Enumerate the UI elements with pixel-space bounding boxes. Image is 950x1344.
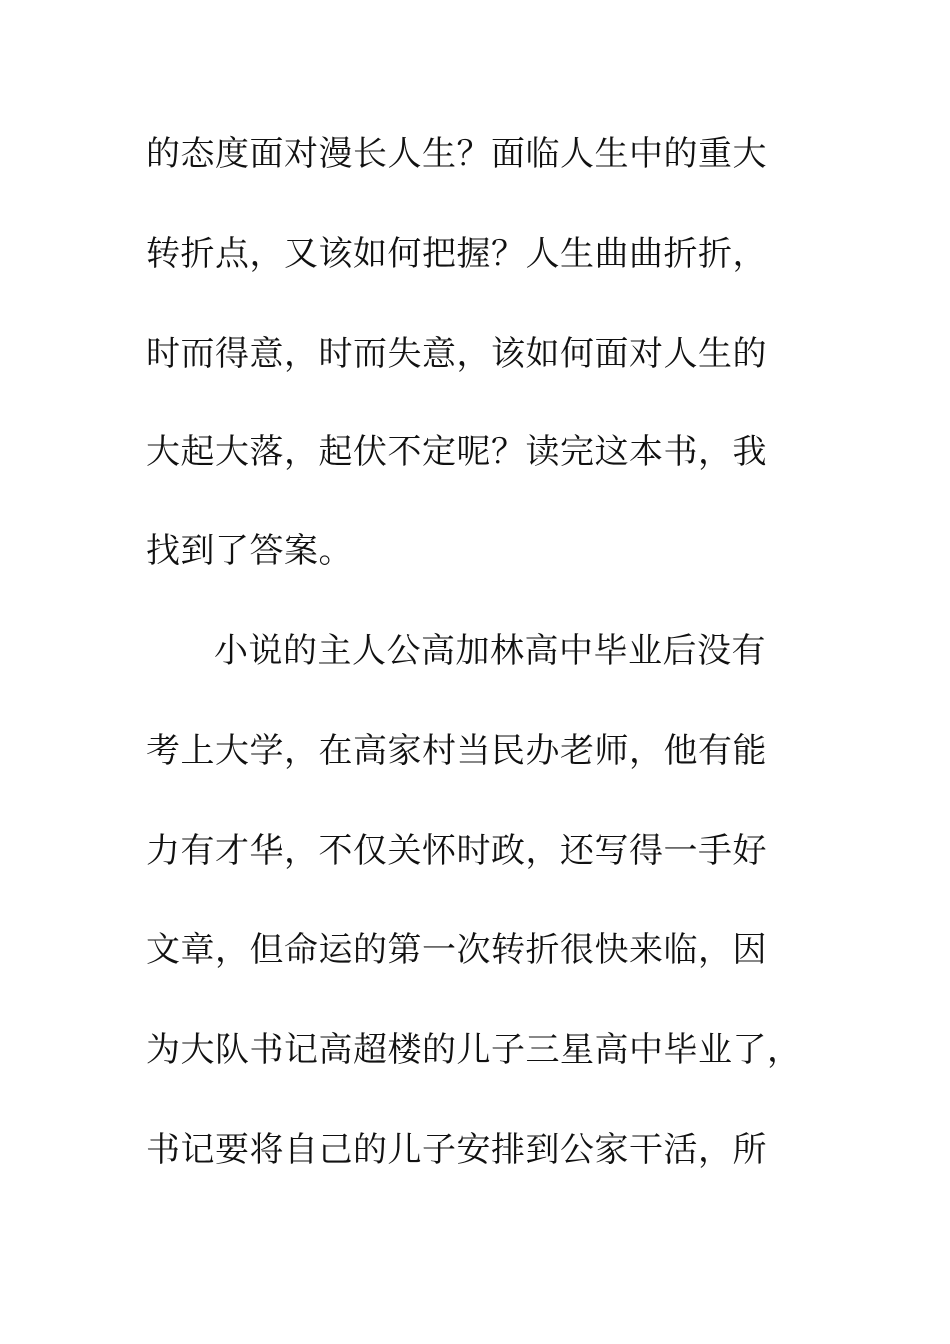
text-line-4: 大起大落，起伏不定呢？读完这本书，我 xyxy=(146,432,767,472)
text-line-5: 找到了答案。 xyxy=(146,531,353,571)
text-line-11: 书记要将自己的儿子安排到公家干活，所 xyxy=(146,1130,767,1170)
text-line-8: 力有才华，不仅关怀时政，还写得一手好 xyxy=(146,831,767,871)
paragraph-indent-line: 小说的主人公高加林高中毕业后没有 xyxy=(214,631,766,671)
text-line-2: 转折点，又该如何把握？人生曲曲折折， xyxy=(146,234,767,274)
text-line-1: 的态度面对漫长人生？面临人生中的重大 xyxy=(146,134,767,174)
text-line-7: 考上大学，在高家村当民办老师，他有能 xyxy=(146,731,767,771)
text-line-10: 为大队书记高超楼的儿子三星高中毕业了， xyxy=(146,1030,802,1070)
text-line-9: 文章，但命运的第一次转折很快来临，因 xyxy=(146,930,767,970)
text-line-3: 时而得意，时而失意，该如何面对人生的 xyxy=(146,334,767,374)
